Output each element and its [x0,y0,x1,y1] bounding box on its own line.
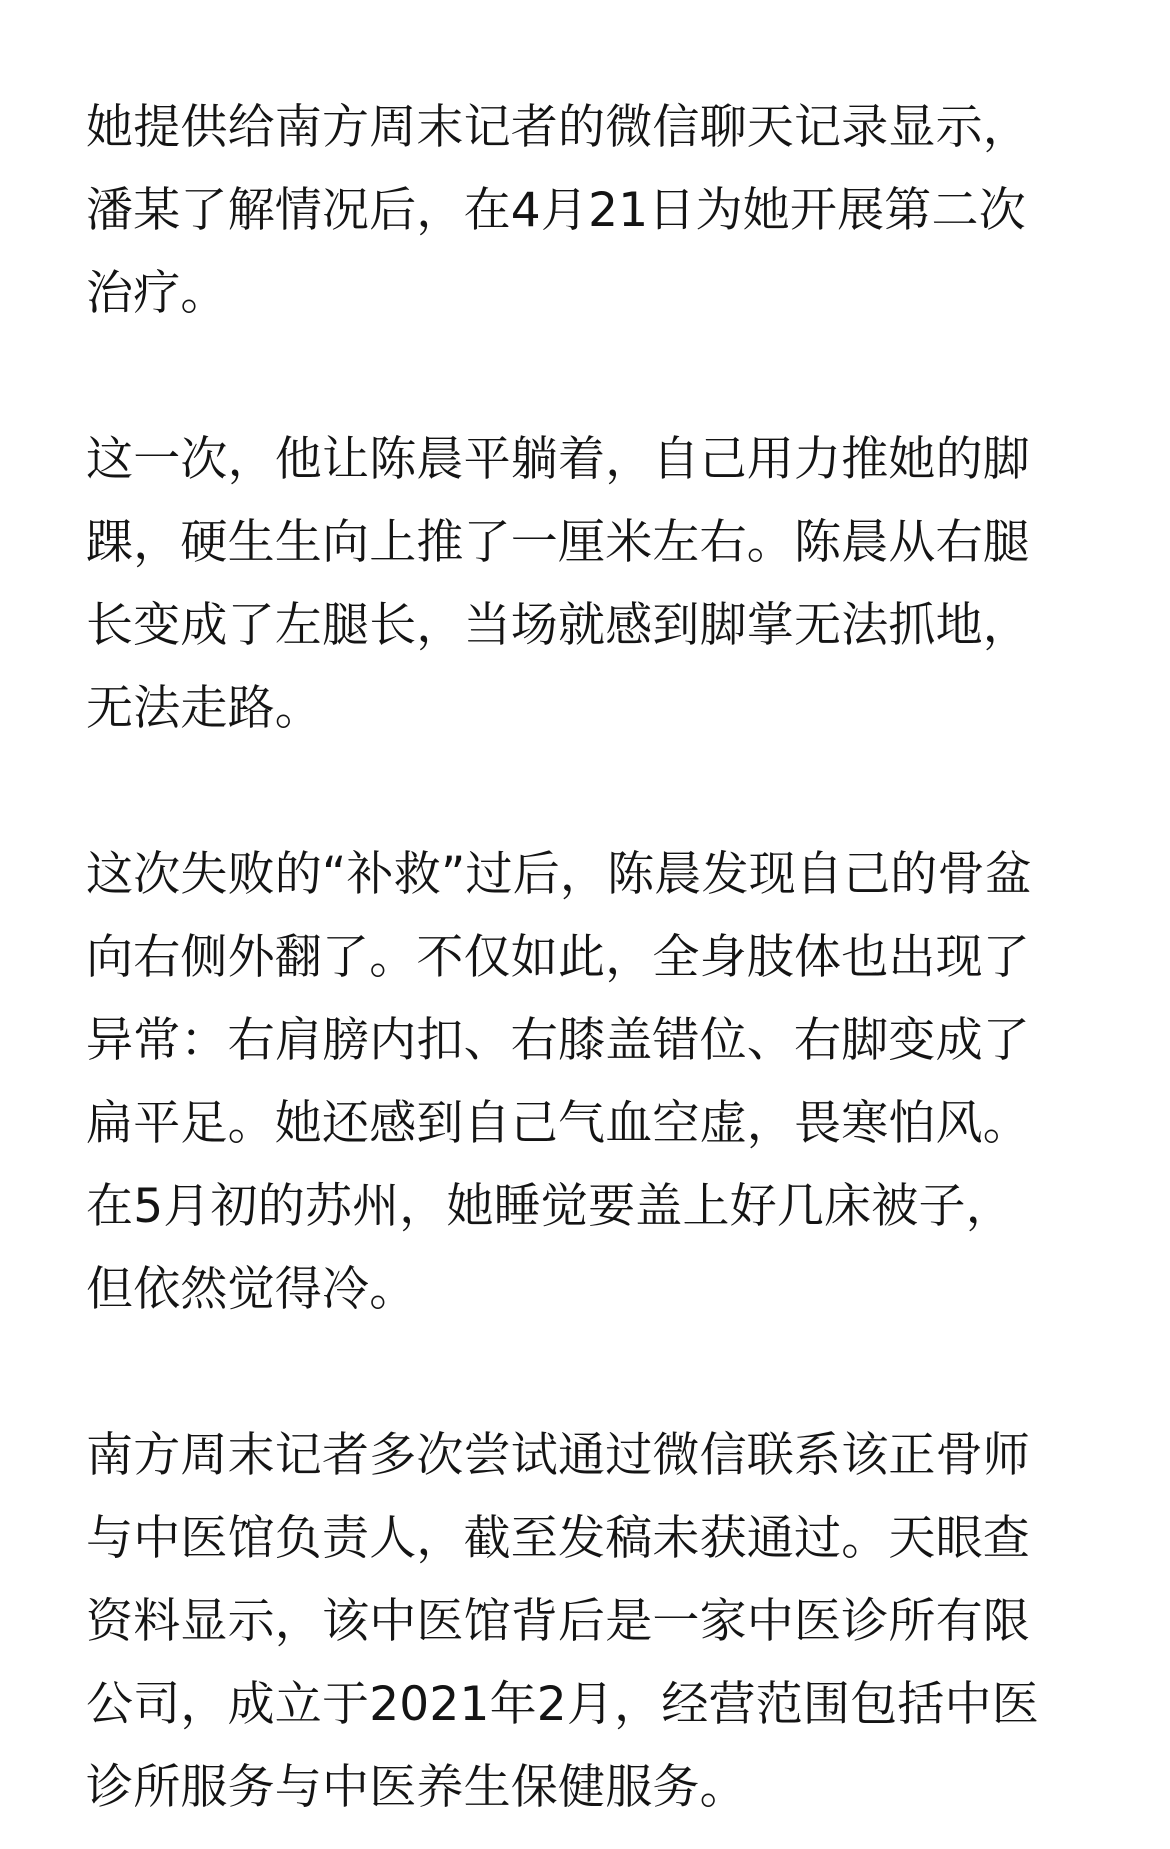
text-line: 无法走路。 [86,681,322,736]
text-line: 但依然觉得冷。 [86,1262,417,1317]
paragraph-spacer [86,750,1086,833]
text-line: 这次失败的“补救”过后，陈晨发现自己的骨盆 [86,847,1032,902]
text-line: 异常：右肩膀内扣、右膝盖错位、右脚变成了 [86,1013,1030,1068]
text-line: 向右侧外翻了。不仅如此，全身肢体也出现了 [86,930,1030,985]
text-line: 扁平足。她还感到自己气血空虚，畏寒怕风。 [86,1096,1030,1151]
text-line: 资料显示，该中医馆背后是一家中医诊所有限 [86,1594,1030,1649]
text-line: 长变成了左腿长，当场就感到脚掌无法抓地， [86,598,1030,653]
text-line: 踝，硬生生向上推了一厘米左右。陈晨从右腿 [86,515,1030,570]
text-line: 治疗。 [86,266,228,321]
article-body [86,86,1086,1829]
paragraph-3 [86,833,1086,1331]
text-line: 她提供给南方周末记者的微信聊天记录显示， [86,100,1030,155]
text-line: 这一次，他让陈晨平躺着，自己用力推她的脚 [86,432,1030,487]
paragraph-2 [86,418,1086,750]
text-line: 南方周末记者多次尝试通过微信联系该正骨师 [86,1428,1030,1483]
paragraph-spacer [86,1331,1086,1414]
paragraph-spacer [86,335,1086,418]
paragraph-4 [86,1414,1086,1829]
text-line: 公司，成立于2021年2月，经营范围包括中医 [86,1677,1039,1732]
paragraph-1 [86,86,1086,335]
text-line: 诊所服务与中医养生保健服务。 [86,1760,747,1815]
text-line: 在5月初的苏州，她睡觉要盖上好几床被子， [86,1179,1013,1234]
text-line: 与中医馆负责人，截至发稿未获通过。天眼查 [86,1511,1030,1566]
text-line: 潘某了解情况后，在4月21日为她开展第二次 [86,183,1026,238]
